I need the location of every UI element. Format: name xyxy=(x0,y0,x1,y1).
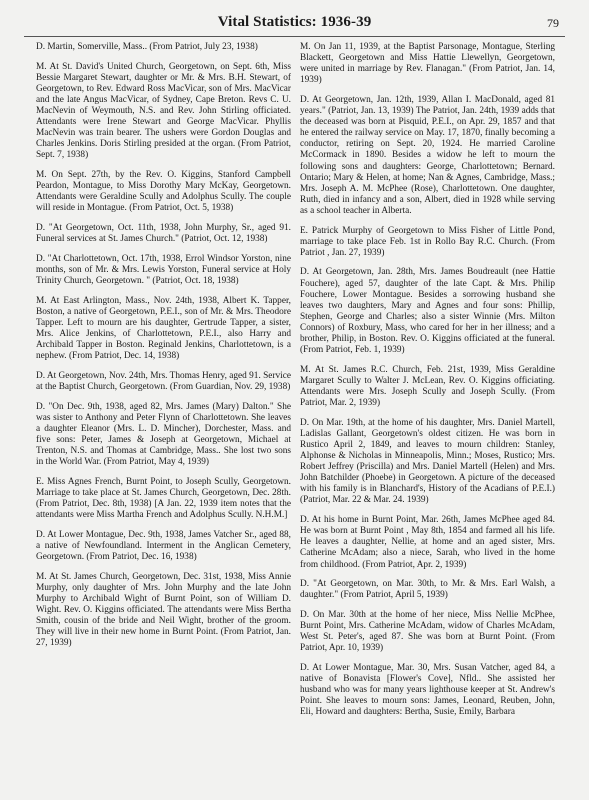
record-entry: M. On Sept. 27th, by the Rev. O. Kiggins, Stanford Campbell Peardon, Montague, to Miss Dorothy Mary McKay, Georgetown. Attendants were Geraldine Scully and Adolphus Scully. The couple will reside in Montague. (From Patriot, Oct. 5, 1938) xyxy=(36,170,291,214)
record-entry: D. At Georgetown, Jan. 12th, 1939, Allan I. MacDonald, aged 81 years." (Patriot, Jan. 13, 1939) The Patriot, Jan. 24th, 1939 adds that the deceased was born at Pisquid, P.E.I., on Apr. 29, 1857 and that he entered the railway service on May. 17, 1870, finally becoming a conductor, retiring on Sept. 20, 1924. He married Caroline McCormack in 1890. Besides a widow he left to mourn the following sons and daughters: George, Charlottetown; Bernard. Ontario; Mary & Helen, at home; Nan & Agnes, Cambridge, Mass.; Mrs. Joseph A. M. McPhee (Rose), Charlottetown. One daughter, Ruth, died in infancy and a son, Albert, died in 1928 while serving as a school teacher in Alberta. xyxy=(300,94,555,216)
page-number: 79 xyxy=(547,16,559,30)
record-entry: E. Patrick Murphy of Georgetown to Miss Fisher of Little Pond, marriage to take place Feb. 1st in Rollo Bay R.C. Church. (From Patriot , Jan. 27, 1939) xyxy=(300,225,555,258)
header-rule xyxy=(24,36,565,37)
record-entry: M. At St. James R.C. Church, Feb. 21st, 1939, Miss Geraldine Margaret Scully to Walter J. McLean, Rev. O. Kiggins officiating. Attendants were Mrs. Joseph Scully and Joseph Scully. (From Patriot, Mar. 2, 1939) xyxy=(300,364,555,409)
record-entry: D. "At Georgetown, on Mar. 30th, to Mr. & Mrs. Earl Walsh, a daughter." (From Patriot, April 5, 1939) xyxy=(300,579,555,601)
right-column xyxy=(300,42,555,727)
record-entry: M. On Jan 11, 1939, at the Baptist Parsonage, Montague, Sterling Blackett, Georgetown and Miss Hattie Llewellyn, Georgetown, were united in marriage by Rev. Flanagan." (From Patriot, Jan. 14, 1939) xyxy=(300,42,555,86)
record-entry: M. At St. David's United Church, Georgetown, on Sept. 6th, Miss Bessie Margaret Stewart, daughter or Mr. & Mrs. B.H. Stewart, of Georgetown, to Rev. Edward Ross MacVicar, son of Mrs. MacVicar and the late Angus MacVicar, of Sydney, Cape Breton. Revs C. U. MacNevin of Weymouth, N.S. and Rev. John Stirling officiated. Attendants were Irene Stewart and George MacVicar. Phyllis MacNevin was train bearer. The ushers were Gordon Douglas and Charles Jenkins. Doris Stirling presided at the organ. (From Patriot, Sept. 7, 1938) xyxy=(36,61,291,161)
record-entry: D. At Lower Montague, Dec. 9th, 1938, James Vatcher Sr., aged 88, a native of Newfoundland. Interment in the Anglican Cemetery, Georgetown. (From Patriot, Dec. 16, 1938) xyxy=(36,529,291,562)
left-column xyxy=(36,42,291,658)
record-entry: D. At Georgetown, Nov. 24th, Mrs. Thomas Henry, aged 91. Service at the Baptist Church, Georgetown. (From Guardian, Nov. 29, 1938) xyxy=(36,370,291,392)
record-entry: D. On Mar. 30th at the home of her niece, Miss Nellie McPhee, Burnt Point, Mrs. Catherine McAdam, widow of Charles McAdam, West St. Peter's, aged 87. She was born at Burnt Point. (From Patriot, Apr. 10, 1939) xyxy=(300,609,555,654)
page-title: Vital Statistics: 1936-39 xyxy=(217,14,372,30)
record-entry: D. At Lower Montague, Mar. 30, Mrs. Susan Vatcher, aged 84, a native of Bonavista [Flower's Cove], Nfld.. She assisted her husband who was for many years lighthouse keeper at St. Andrew's Point. She leaves to mourn sons: James, Leonard, Reuben, John, Eli, Howard and daughters: Bertha, Susie, Emily, Barbara xyxy=(300,662,555,718)
record-entry: D. At his home in Burnt Point, Mar. 26th, James McPhee aged 84. He was born at Burnt Point , May 8th, 1854 and farmed all his life. He leaves a daughter, Nellie, at home and an aged sister, Mrs. Catherine McAdam; also a niece, Sarah, who lived in the home from childhood. (From Patriot, Apr. 2, 1939) xyxy=(300,515,555,570)
record-entry: D. On Mar. 19th, at the home of his daughter, Mrs. Daniel Martell, Ladislas Gallant, Georgetown's oldest citizen. He was born in Rustico April 2, 1849, and leaves to mourn children: Stanley, Alphonse & Nicholas in Minneapolis, Minn.; Moses, Rustico; Mrs. Robert Jeffrey (Priscilla) and Mrs. Daniel Martell (Helen) and Mrs. John Batchilder (Phoebe) in Georgetown. A picture of the deceased with his family is in Blanchard's, History of the Acadians of P.E.I.) (Patriot, Mar. 22 & Mar. 24. 1939) xyxy=(300,417,555,506)
record-entry: M. At St. James Church, Georgetown, Dec. 31st, 1938, Miss Annie Murphy, only daughter of Mrs. John Murphy and the late John Murphy to Archibald Wight of Burnt Point, son of William D. Wight. Rev. O. Kiggins officiated. The attendants were Miss Bertha Smith, cousin of the bride and Neil Wight, brother of the groom. They will live in their new home in Burnt Point. (From Patriot, Jan. 27, 1939) xyxy=(36,571,291,649)
record-entry: M. At East Arlington, Mass., Nov. 24th, 1938, Albert K. Tapper, Boston, a native of Georgetown, P.E.I., son of Mr. & Mrs. Theodore Tapper. Left to mourn are his daughter, Gertrude Tapper, a sister, Mrs. Alice Jenkins, of Charlottetown, P.E.I., also Harry and Archibald Tapper in Boston. Reginald Jenkins, Charlottetown, is a nephew. (From Patriot, Dec. 14, 1938) xyxy=(36,295,291,362)
record-entry: D. "At Charlottetown, Oct. 17th, 1938, Errol Windsor Yorston, nine months, son of Mr. & Mrs. Lewis Yorston, Funeral service at Holy Trinity Church, Georgetown. " (Patriot, Oct. 18, 1938) xyxy=(36,253,291,287)
page-header xyxy=(0,14,589,38)
record-entry: D. Martin, Somerville, Mass.. (From Patriot, July 23, 1938) xyxy=(36,42,258,52)
record-entry: E. Miss Agnes French, Burnt Point, to Joseph Scully, Georgetown. Marriage to take place at St. James Church, Georgetown, Dec. 28th. (From Patriot, Dec. 8th, 1938) [A Jan. 22, 1939 item notes that the attendants were Miss Martha French and Adolphus Scully. N.H.M.] xyxy=(36,476,291,521)
record-entry: D. "At Georgetown, Oct. 11th, 1938, John Murphy, Sr., aged 91. Funeral services at St. James Church." (Patriot, Oct. 12, 1938) xyxy=(36,223,291,245)
record-entry: D. "On Dec. 9th, 1938, aged 82, Mrs. James (Mary) Dalton." She was sister to Anthony and Peter Flynn of Charlottetown. She leaves a daughter Eleanor (Mrs. L. D. Mincher), Dorchester, Mass. and five sons: Peter, James & Joseph at Georgetown, Michael at Trenton, N.S. and Thomas at Cambridge, Mass.. She lost two sons in the World War. (From Patriot, May 4, 1939) xyxy=(36,401,291,468)
record-entry: D. At Georgetown, Jan. 28th, Mrs. James Boudreault (nee Hattie Fouchere), aged 57, daughter of the late Capt. & Mrs. Philip Fouchere, Lower Montague. Besides a sorrowing husband she leaves two daughters, Mary and Agnes and four sons: Phillip, Stephen, George and Charles; also a sister Winnie (Mrs. Milton Connors) of Roxbury, Mass, who cared for her in her illness; and a brother, Philip, in Boston. Rev. O. Kiggins officiated at the funeral. (From Patriot, Feb. 1, 1939) xyxy=(300,267,555,356)
